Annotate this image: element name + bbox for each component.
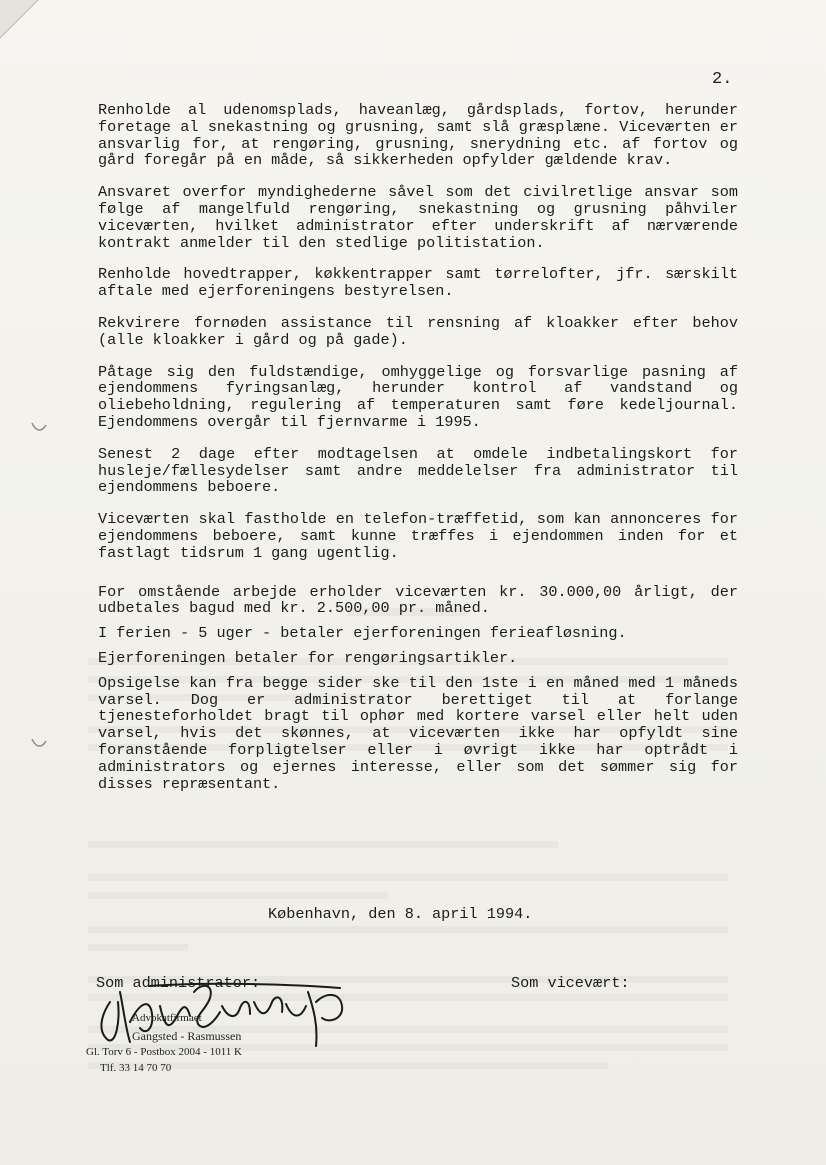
stamp-firm-type: Advokatfirmaet bbox=[132, 1012, 202, 1024]
fold-mark-upper bbox=[30, 420, 48, 434]
paragraph-termination: Opsigelse kan fra begge sider ske til den 1ste i en måned med 1 måneds varsel. Dog er administrator berettiget til at forlange tjenesteforholdet bragt til ophør med kortere varsel eller helt uden varsel, hvis det skønnes, at viceværten ikke har opfyldt sine foranstående forpligtelser eller i øvrigt ikke har optrådt i administrators og ejernes interesse, eller som det sømmer sig for disses repræsentant. bbox=[98, 673, 738, 793]
paragraph-cleaning-supplies: Ejerforeningen betaler for rengøringsartikler. bbox=[98, 648, 518, 667]
administrator-signature-label: Som administrator: bbox=[96, 974, 261, 992]
stamp-firm-name: Gangsted - Rasmussen bbox=[132, 1029, 242, 1043]
paragraph-vacation: I ferien - 5 uger - betaler ejerforeningen ferieafløsning. bbox=[98, 624, 627, 643]
paragraph-sewer-cleaning: Rekvirere fornøden assistance til rensning af kloakker efter behov (alle kloakker i gård og på gade). bbox=[98, 313, 738, 349]
paragraph-grounds-maintenance: Renholde al udenomsplads, haveanlæg, gårdsplads, fortov, herunder foretage al snekastning og grusning, samt slå græsplæne. Viceværten er ansvarlig for, at rengøring, grusning, snerydning etc. af fortov og gård foregår på en måde, så sikkerheden opfylder gældende krav. bbox=[98, 101, 738, 170]
paragraph-stairs-cleaning: Renholde hovedtrapper, køkkentrapper samt tørrelofter, jfr. særskilt aftale med ejerforeningens bestyrelsen. bbox=[98, 265, 738, 301]
stamp-phone: Tlf. 33 14 70 70 bbox=[100, 1062, 172, 1074]
paragraph-heating: Påtage sig den fuldstændige, omhyggelige og forsvarlige pasning af ejendommens fyringsanlæg, herunder kontrol af vandstand og oliebeholdning, regulering af temperaturen samt føre kedeljournal. Ejendommens overgår til fjernvarme i 1995. bbox=[98, 362, 738, 431]
paragraph-payment-cards: Senest 2 dage efter modtagelsen at omdele indbetalingskort for husleje/fællesydelser samt andre meddelelser fra administrator til ejendommens beboere. bbox=[98, 444, 738, 497]
caretaker-signature-label: Som vicevært: bbox=[511, 974, 630, 992]
paragraph-salary: For omstående arbejde erholder viceværten kr. 30.000,00 årligt, der udbetales bagud med kr. 2.500,00 pr. måned. bbox=[98, 582, 738, 618]
page-corner-curl bbox=[0, 0, 60, 60]
fold-mark-lower bbox=[30, 736, 48, 750]
stamp-address: Gl. Torv 6 - Postbox 2004 - 1011 K bbox=[86, 1046, 242, 1058]
date-line: København, den 8. april 1994. bbox=[268, 905, 533, 923]
contract-body bbox=[98, 102, 738, 807]
page-number: 2. bbox=[712, 70, 733, 89]
paragraph-liability: Ansvaret overfor myndighederne såvel som det civilretlige ansvar som følge af mangelfuld rengøring, snekastning og grusning påhviler viceværten, hvilket administrator efter underskrift af nærværende kontrakt anmelder til den stedlige politistation. bbox=[98, 183, 738, 252]
paragraph-phone-hours: Viceværten skal fastholde en telefon-træffetid, som kan annonceres for ejendommens beboere, samt kunne træffes i ejendommen inden for et fastlagt tidsrum 1 gang ugentlig. bbox=[98, 510, 738, 562]
